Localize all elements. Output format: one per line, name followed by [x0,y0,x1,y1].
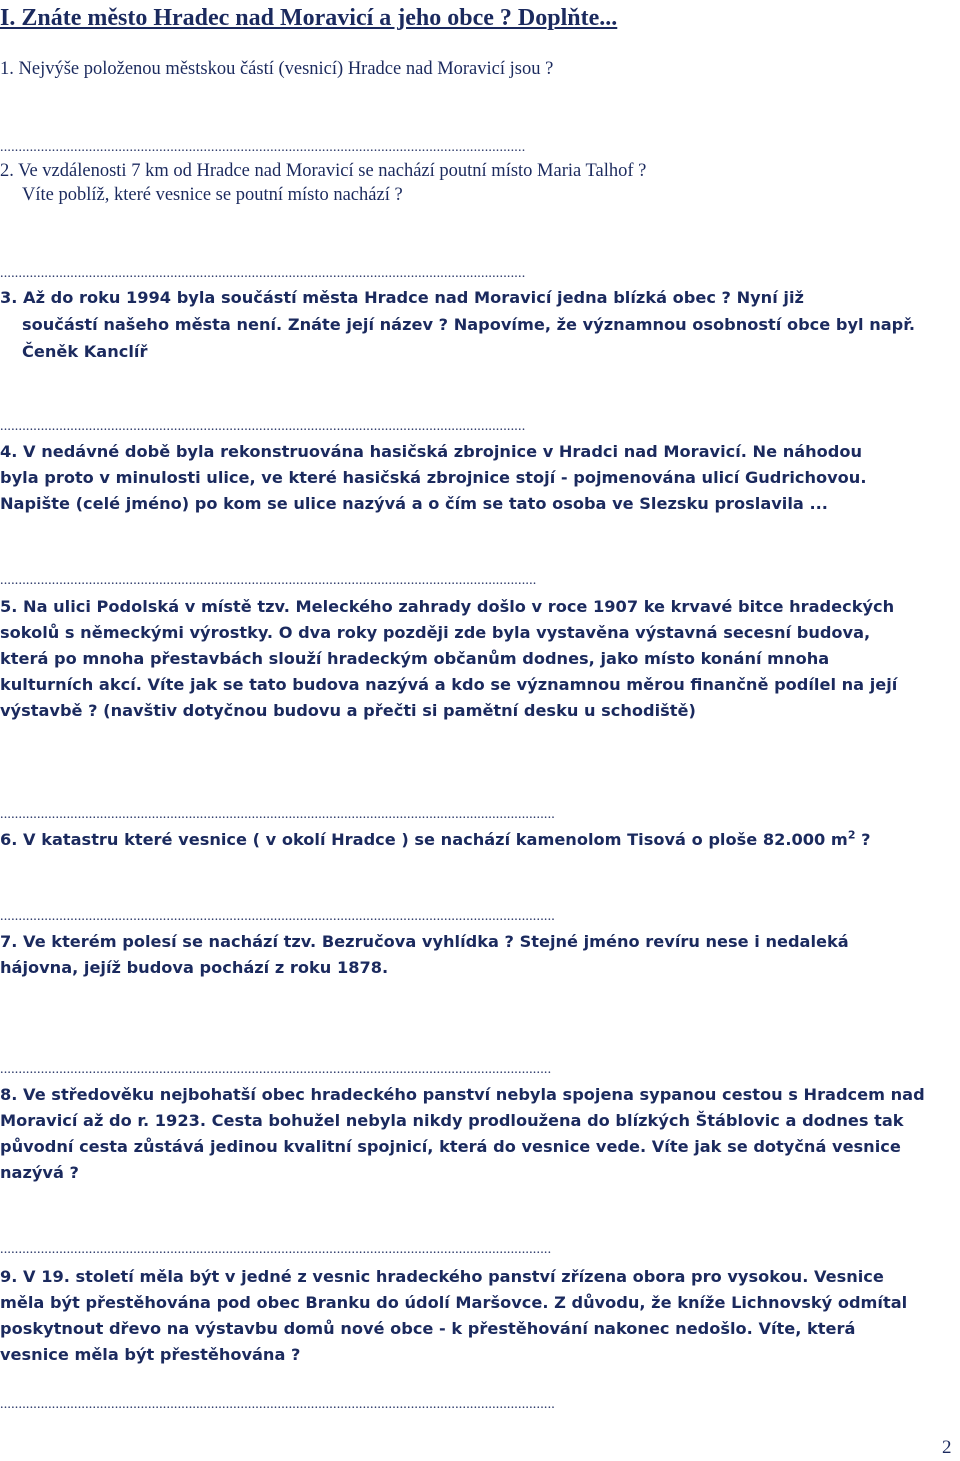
question-4-line-3: Napište (celé jméno) po kom se ulice nazývá a o čím se tato osoba ve Slezsku proslavila ... [0,494,828,513]
question-9-line-2: měla být přestěhována pod obec Branku do údolí Maršovce. Z důvodu, že kníže Lichnovský odmítal [0,1293,908,1312]
question-9-line-4: vesnice měla být přestěhována ? [0,1345,301,1364]
superscript: 2 [847,828,856,842]
answer-line-5: ...................................................................................................................................................... [0,808,555,822]
question-5-line-1: 5. Na ulici Podolská v místě tzv. Meleckého zahrady došlo v roce 1907 ke krvavé bitce hradeckých [0,597,895,616]
question-6-line-1 [0,828,871,852]
question-5-line-5: výstavbě ? (navštiv dotyčnou budovu a přečti si pamětní desku u schodiště) [0,701,696,720]
question-9-line-3: poskytnout dřevo na výstavbu domů nové obce - k přestěhování nakonec nedošlo. Víte, která [0,1319,856,1338]
answer-line-6: ...................................................................................................................................................... [0,910,555,924]
question-3-line-2: součástí našeho města není. Znáte její název ? Napovíme, že významnou osobností obce byl např. [22,315,916,334]
question-8-line-2: Moravicí až do r. 1923. Cesta bohužel nebyla nikdy prodloužena do blízkých Štáblovic a dodnes tak [0,1111,904,1130]
question-3-line-3: Čeněk Kanclíř [22,342,148,361]
question-7-line-2: hájovna, jejíž budova pochází z roku 1878. [0,958,389,977]
question-9-line-1: 9. V 19. století měla být v jedné z vesnic hradeckého panství zřízena obora pro vysokou. Vesnice [0,1267,884,1286]
question-8-line-3: původní cesta zůstává jedinou kvalitní spojnicí, která do vesnice vede. Víte jak se dotyčná vesnice [0,1137,901,1156]
answer-line-8: ..................................................................................................................................................... [0,1243,552,1257]
question-8-line-4: nazývá ? [0,1163,79,1182]
question-2-line-2: Víte poblíž, které vesnice se poutní místo nachází ? [22,185,403,205]
answer-line-2: .............................................................................................................................................. [0,267,526,281]
question-4-line-1: 4. V nedávné době byla rekonstruována hasičská zbrojnice v Hradci nad Moravicí. Ne náhodou [0,442,863,461]
answer-line-7: ..................................................................................................................................................... [0,1063,552,1077]
question-8-line-1: 8. Ve středověku nejbohatší obec hradeckého panství nebyla spojena sypanou cestou s Hradcem nad [0,1085,925,1104]
question-5-line-3: která po mnoha přestavbách slouží hradeckým občanům dodnes, jako místo konání mnoha [0,649,830,668]
answer-line-3: .............................................................................................................................................. [0,420,526,434]
question-5-line-4: kulturních akcí. Víte jak se tato budova nazývá a kdo se významnou měrou finančně podílel na její [0,675,898,694]
answer-line-1: .............................................................................................................................................. [0,141,526,155]
answer-line-9: ...................................................................................................................................................... [0,1398,555,1412]
question-5-line-2: sokolů s německými výrostky. O dva roky později zde byla vystavěna výstavná secesní budova, [0,623,871,642]
question-6-end: ? [855,830,871,849]
page-number: 2 [942,1437,952,1458]
question-1-line-1: 1. Nejvýše položenou městskou částí (vesnicí) Hradce nad Moravicí jsou ? [0,59,554,79]
question-4-line-2: byla proto v minulosti ulice, ve které hasičská zbrojnice stojí - pojmenována ulicí Gudrichovou. [0,468,867,487]
question-3-line-1: 3. Až do roku 1994 byla součástí města Hradce nad Moravicí jedna blízká obec ? Nyní již [0,288,804,307]
question-7-line-1: 7. Ve kterém polesí se nachází tzv. Bezručova vyhlídka ? Stejné jméno revíru nese i nedaleká [0,932,849,951]
question-2-line-1: 2. Ve vzdálenosti 7 km od Hradce nad Moravicí se nachází poutní místo Maria Talhof ? [0,161,647,181]
question-6-text: 6. V katastru které vesnice ( v okolí Hradce ) se nachází kamenolom Tisová o ploše 82.000 m [0,830,848,849]
answer-line-4: ................................................................................................................................................. [0,574,537,588]
page-title: I. Znáte město Hradec nad Moravicí a jeho obce ? Doplňte... [0,5,618,31]
